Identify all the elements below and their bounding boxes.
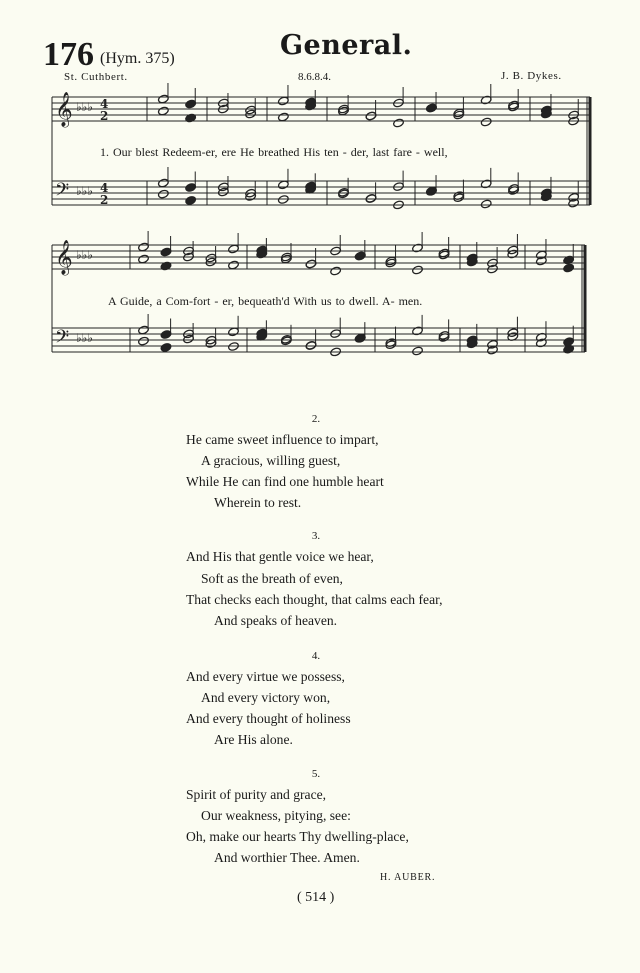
hymn-reference: (Hym. 375): [100, 50, 175, 67]
bass-clef-icon: 𝄢: [55, 180, 70, 205]
verse-line: And every victory won,: [201, 690, 331, 705]
verse-line: Wherein to rest.: [214, 495, 302, 510]
verse-line: And every virtue we possess,: [186, 669, 345, 684]
section-title: General.: [280, 30, 413, 61]
verse-line: That checks each thought, that calms each fear,: [186, 592, 443, 607]
verse-number: 2.: [311, 413, 321, 425]
verse-line: And speaks of heaven.: [214, 613, 338, 628]
note-head: [412, 346, 424, 356]
note-head: [158, 189, 170, 199]
verse-line: Oh, make our hearts Thy dwelling-place,: [186, 829, 409, 844]
verse-line: He came sweet influence to impart,: [186, 432, 379, 447]
page-number: ( 514 ): [297, 890, 335, 905]
composer: J. B. Dykes.: [501, 70, 562, 82]
note-head: [278, 112, 290, 122]
meter: 8.6.8.4.: [298, 71, 331, 83]
note-head: [480, 117, 492, 127]
hymn-author: H. AUBER.: [380, 872, 436, 883]
treble-clef-icon: 𝄞: [55, 240, 73, 275]
verse-line: Soft as the breath of even,: [201, 571, 343, 586]
verse-line: Our weakness, pitying, see:: [201, 808, 351, 823]
time-signature: 2: [100, 109, 109, 123]
note-head: [426, 103, 438, 113]
key-signature-icon: ♭♭♭: [76, 184, 93, 198]
note-head: [426, 186, 438, 196]
note-head: [354, 333, 366, 343]
verse-line: Spirit of purity and grace,: [186, 787, 327, 802]
note-head: [330, 266, 342, 276]
verse-line: And His that gentle voice we hear,: [186, 549, 374, 564]
bass-clef-icon: 𝄢: [55, 327, 70, 352]
note-head: [563, 263, 575, 273]
verse-line: A gracious, willing guest,: [201, 453, 341, 468]
verse-number: 5.: [311, 768, 321, 780]
lyric-line-2: A Guide, a Com-fort - er, bequeath'd With us to dwell. A- men.: [108, 294, 423, 308]
note-head: [138, 254, 150, 264]
verse-line: Are His alone.: [214, 732, 293, 747]
note-head: [160, 342, 172, 352]
note-head: [185, 195, 197, 205]
verse-number: 4.: [311, 650, 321, 662]
verse-line: And every thought of holiness: [186, 711, 351, 726]
time-signature: 2: [100, 193, 109, 207]
key-signature-icon: ♭♭♭: [76, 248, 93, 262]
verse-line: While He can find one humble heart: [186, 474, 384, 489]
hymn-number: 176: [43, 36, 94, 73]
lyric-line-1: 1. Our blest Redeem-er, ere He breathed His ten - der, last fare - well,: [100, 145, 448, 159]
note-head: [158, 106, 170, 116]
time-signature: 4: [100, 97, 109, 111]
note-head: [138, 336, 150, 346]
treble-clef-icon: 𝄞: [55, 92, 73, 127]
verse-line: And worthier Thee. Amen.: [214, 850, 360, 865]
key-signature-icon: ♭♭♭: [76, 100, 93, 114]
note-head: [228, 260, 240, 270]
tune-name: St. Cuthbert.: [64, 71, 128, 83]
note-head: [354, 251, 366, 261]
key-signature-icon: ♭♭♭: [76, 331, 93, 345]
time-signature: 4: [100, 181, 109, 195]
note-head: [393, 118, 405, 128]
note-head: [480, 199, 492, 209]
verse-number: 3.: [311, 530, 321, 542]
music-score: [0, 0, 640, 380]
note-head: [412, 265, 424, 275]
